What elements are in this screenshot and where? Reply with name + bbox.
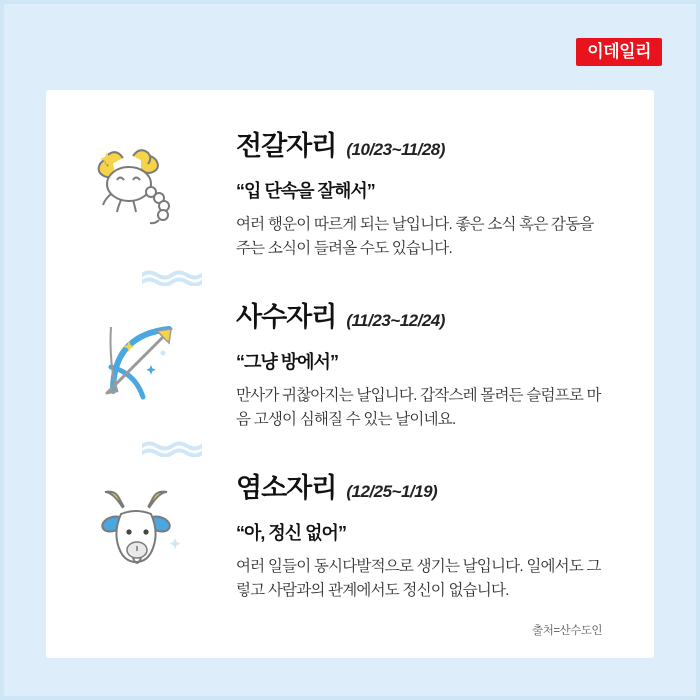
sign-date-range: (10/23~11/28) xyxy=(346,140,445,159)
sign-name: 전갈자리 xyxy=(236,131,337,161)
sign-date-range: (11/23~12/24) xyxy=(346,311,445,331)
capricorn-icon xyxy=(89,478,193,582)
sign-quote: “그냥 방에서” xyxy=(236,352,338,373)
sign-description: 여러 행운이 따르게 되는 날입니다. 좋은 소식 혹은 감동을 주는 소식이 들려올 수도 있습니다. xyxy=(236,216,594,258)
scorpio-title-line xyxy=(236,124,630,163)
source-credit: 출처=산수도인 xyxy=(532,625,602,637)
horoscope-entry-capricorn xyxy=(46,466,654,603)
capricorn-title-line xyxy=(236,466,630,505)
sagittarius-text xyxy=(236,295,654,432)
wave-divider-icon xyxy=(142,441,202,457)
sign-quote: “아, 정신 없어” xyxy=(236,523,346,544)
scorpio-icon-container xyxy=(46,124,236,240)
capricorn-text xyxy=(236,466,654,603)
sign-name: 사수자리 xyxy=(236,302,337,333)
scorpio-icon xyxy=(89,136,193,240)
sagittarius-icon-container xyxy=(46,295,236,411)
horoscope-entry-sagittarius xyxy=(46,295,654,432)
horoscope-entry-scorpio xyxy=(46,124,654,261)
sign-date-range: (12/25~1/19) xyxy=(346,482,438,502)
sign-description: 만사가 귀찮아지는 날입니다. 갑작스레 몰려든 슬럼프로 마음 고생이 심해질 수 있는 날이네요. xyxy=(236,387,601,429)
scorpio-text xyxy=(236,124,654,261)
horoscope-card xyxy=(46,90,654,658)
sign-name: 염소자리 xyxy=(236,473,337,504)
sign-description: 여러 일들이 동시다발적으로 생기는 날입니다. 일에서도 그렇고 사람과의 관계에서도 정신이 없습니다. xyxy=(236,558,601,600)
publisher-logo: 이데일리 xyxy=(576,38,662,66)
wave-divider-icon xyxy=(142,270,202,286)
capricorn-icon-container xyxy=(46,466,236,582)
sagittarius-icon xyxy=(89,307,193,411)
sagittarius-title-line xyxy=(236,295,630,334)
sign-quote: “입 단속을 잘해서” xyxy=(236,181,375,201)
section-divider-1 xyxy=(46,261,654,295)
section-divider-2 xyxy=(46,432,654,466)
